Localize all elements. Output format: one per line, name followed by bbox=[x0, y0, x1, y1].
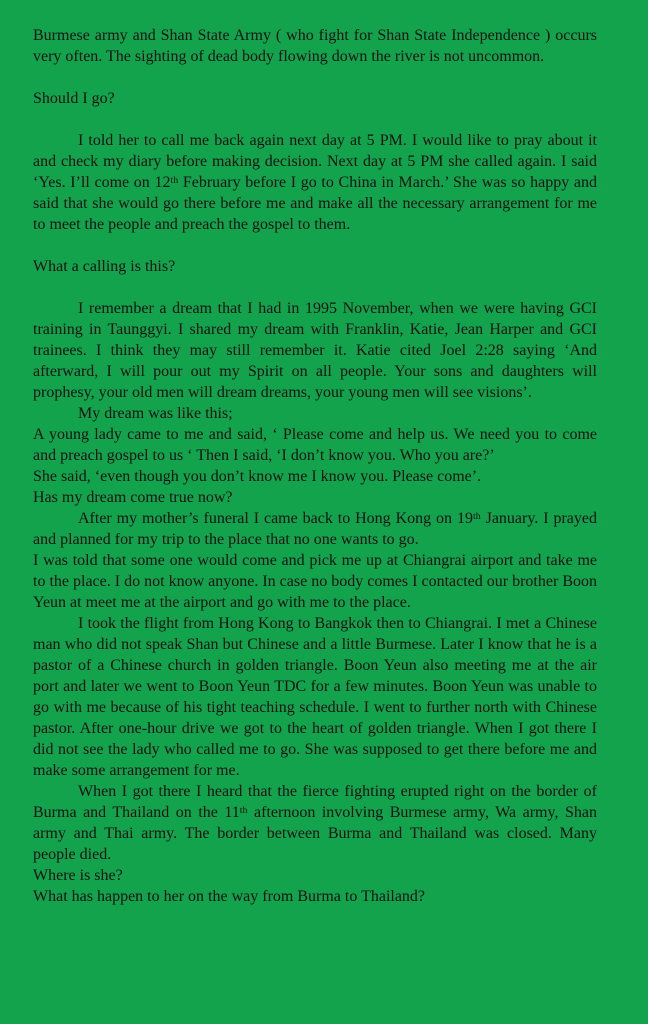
paragraph-p5: I remember a dream that I had in 1995 November, when we were having GCI training in Taunggyi. I shared my dream with Franklin, Katie, Jean Harper and GCI trainees. I think they may still remember it. Katie cited Joel 2:28 saying ‘And afterward, I will pour out my Spirit on all people. Your sons and daughters will prophesy, your old men will dream dreams, your young men will see visions’. bbox=[33, 300, 597, 401]
paragraph-p8: She said, ‘even though you don’t know me I know you. Please come’. bbox=[33, 468, 482, 485]
paragraph-p2: Should I go? bbox=[33, 90, 115, 107]
paragraph-p10: After my mother’s funeral I came back to Hong Kong on 19th January. I prayed and planned for my trip to the place that no one wants to go. bbox=[33, 510, 598, 548]
paragraph-p15: What has happen to her on the way from Burma to Thailand? bbox=[33, 888, 426, 905]
paragraph-p11: I was told that some one would come and pick me up at Chiangrai airport and take me to the place. I do not know anyone. In case no body comes I contacted our brother Boon Yeun at meet me at the airport and go with me to the place. bbox=[33, 552, 597, 611]
paragraph-p14: Where is she? bbox=[33, 867, 123, 884]
paragraph-p7: A young lady came to me and said, ‘ Please come and help us. We need you to come and preach gospel to us ‘ Then I said, ‘I don’t know you. Who you are?’ bbox=[33, 426, 597, 464]
paragraph-p4: What a calling is this? bbox=[33, 258, 176, 275]
ordinal-superscript: th bbox=[170, 174, 179, 186]
paragraph-p6: My dream was like this; bbox=[78, 405, 233, 422]
document-body bbox=[33, 25, 597, 907]
paragraph-p1: Burmese army and Shan State Army ( who fight for Shan State Independence ) occurs very often. The sighting of dead body flowing down the river is not uncommon. bbox=[33, 27, 597, 65]
ordinal-superscript: th bbox=[472, 510, 481, 522]
paragraph-p12: I took the flight from Hong Kong to Bangkok then to Chiangrai. I met a Chinese man who did not speak Shan but Chinese and a little Burmese. Later I know that he is a pastor of a Chinese church in golden triangle. Boon Yeun also meeting me at the air port and later we went to Boon Yeun TDC for a few minutes. Boon Yeun was unable to go with me because of his tight teaching schedule. I went to further north with Chinese pastor. After one-hour drive we got to the heart of golden triangle. When I got there I did not see the lady who called me to go. She was supposed to get there before me and make some arrangement for me. bbox=[33, 615, 597, 779]
paragraph-p9: Has my dream come true now? bbox=[33, 489, 233, 506]
paragraph-p13: When I got there I heard that the fierce fighting erupted right on the border of Burma and Thailand on the 11th afternoon involving Burmese army, Wa army, Shan army and Thai army. The border between Burma and Thailand was closed. Many people died. bbox=[33, 783, 597, 863]
paragraph-p3: I told her to call me back again next day at 5 PM. I would like to pray about it and check my diary before making decision. Next day at 5 PM she called again. I said ‘Yes. I’ll come on 12th February before I go to China in March.’ She was so happy and said that she would go there before me and make all the necessary arrangement for me to meet the people and preach the gospel to them. bbox=[33, 132, 598, 233]
ordinal-superscript: th bbox=[239, 804, 248, 816]
